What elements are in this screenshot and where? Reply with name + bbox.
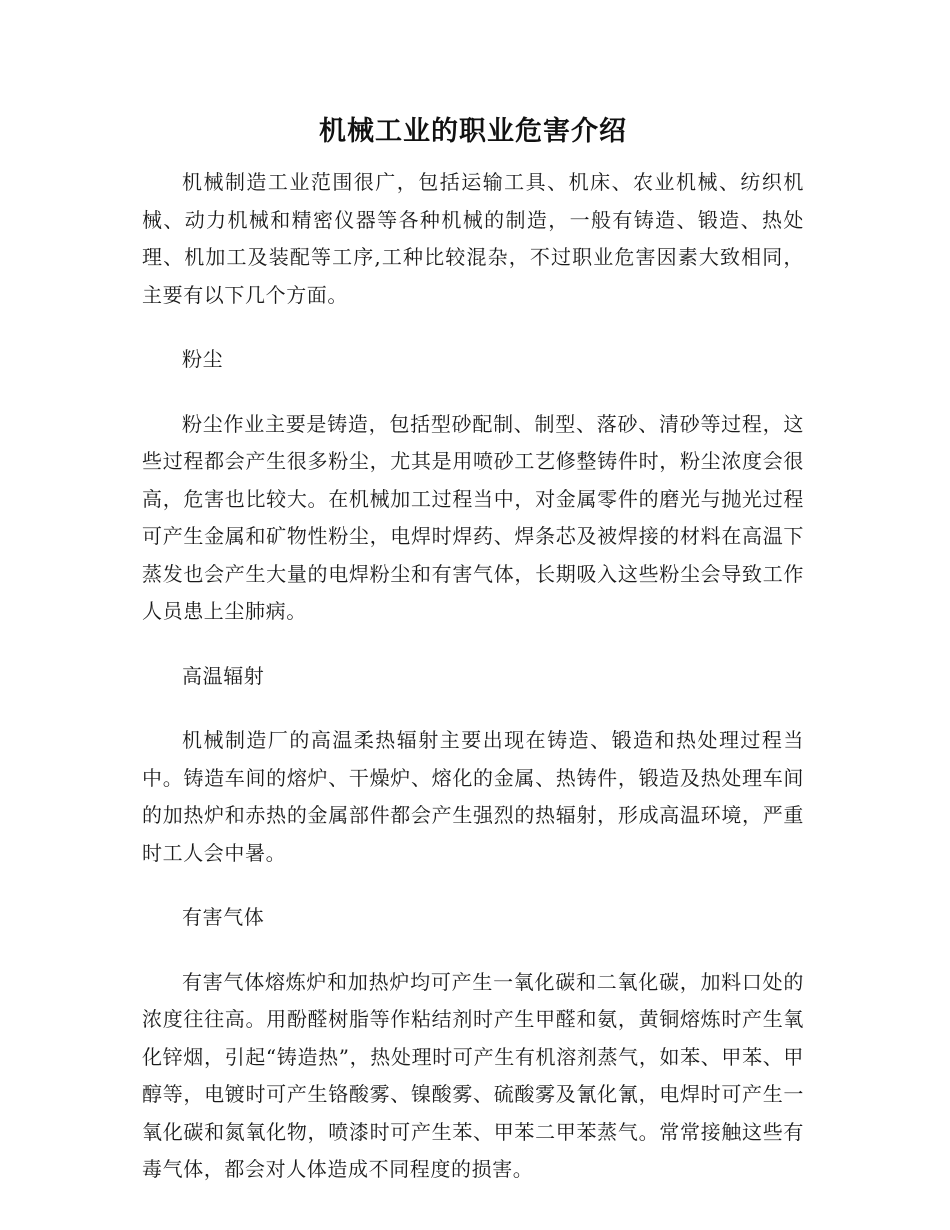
section-body-dust: 粉尘作业主要是铸造，包括型砂配制、制型、落砂、清砂等过程，这些过程都会产生很多粉尘，尤其是用喷砂工艺修整铸件时，粉尘浓度会很高，危害也比较大。在机械加工过程当中，对金属零件的磨光与抛光过程可产生金属和矿物性粉尘，电焊时焊药、焊条芯及被焊接的材料在高温下蒸发也会产生大量的电焊粉尘和有害气体，长期吸入这些粉尘会导致工作人员患上尘肺病。 bbox=[142, 411, 804, 623]
paragraph-gap bbox=[142, 872, 804, 899]
intro-paragraph: 机械制造工业范围很广，包括运输工具、机床、农业机械、纺织机械、动力机械和精密仪器等各种机械的制造，一般有铸造、锻造、热处理、机加工及装配等工序,工种比较混杂，不过职业危害因素大致相同，主要有以下几个方面。 bbox=[142, 170, 804, 307]
paragraph-gap bbox=[142, 314, 804, 341]
section-heading-dust: 粉尘 bbox=[182, 347, 224, 371]
paragraph-gap bbox=[142, 631, 804, 658]
document-title: 机械工业的职业危害介绍 bbox=[319, 116, 627, 147]
paragraph-gap bbox=[142, 379, 804, 406]
paragraph-gap bbox=[142, 695, 804, 722]
section-heading-heat-radiation: 高温辐射 bbox=[182, 663, 265, 688]
section-heading-harmful-gas: 有害气体 bbox=[182, 905, 265, 929]
document-page bbox=[142, 112, 804, 1189]
section-body-harmful-gas: 有害气体熔炼炉和加热炉均可产生一氧化碳和二氧化碳，加料口处的浓度往往高。用酚醛树脂等作粘结剂时产生甲醛和氨，黄铜熔炼时产生氧化锌烟，引起“铸造热”，热处理时可产生有机溶剂蒸气，如苯、甲苯、甲醇等，电镀时可产生铬酸雾、镍酸雾、硫酸雾及氰化氰，电焊时可产生一氧化碳和氮氧化物，喷漆时可产生苯、甲苯二甲苯蒸气。常常接触这些有毒气体，都会对人体造成不同程度的损害。 bbox=[142, 969, 804, 1181]
paragraph-gap bbox=[142, 937, 804, 964]
section-body-heat-radiation: 机械制造厂的高温柔热辐射主要出现在铸造、锻造和热处理过程当中。铸造车间的熔炉、干燥炉、熔化的金属、热铸件，锻造及热处理车间的加热炉和赤热的金属部件都会产生强烈的热辐射，形成高温环境，严重时工人会中暑。 bbox=[142, 728, 804, 865]
